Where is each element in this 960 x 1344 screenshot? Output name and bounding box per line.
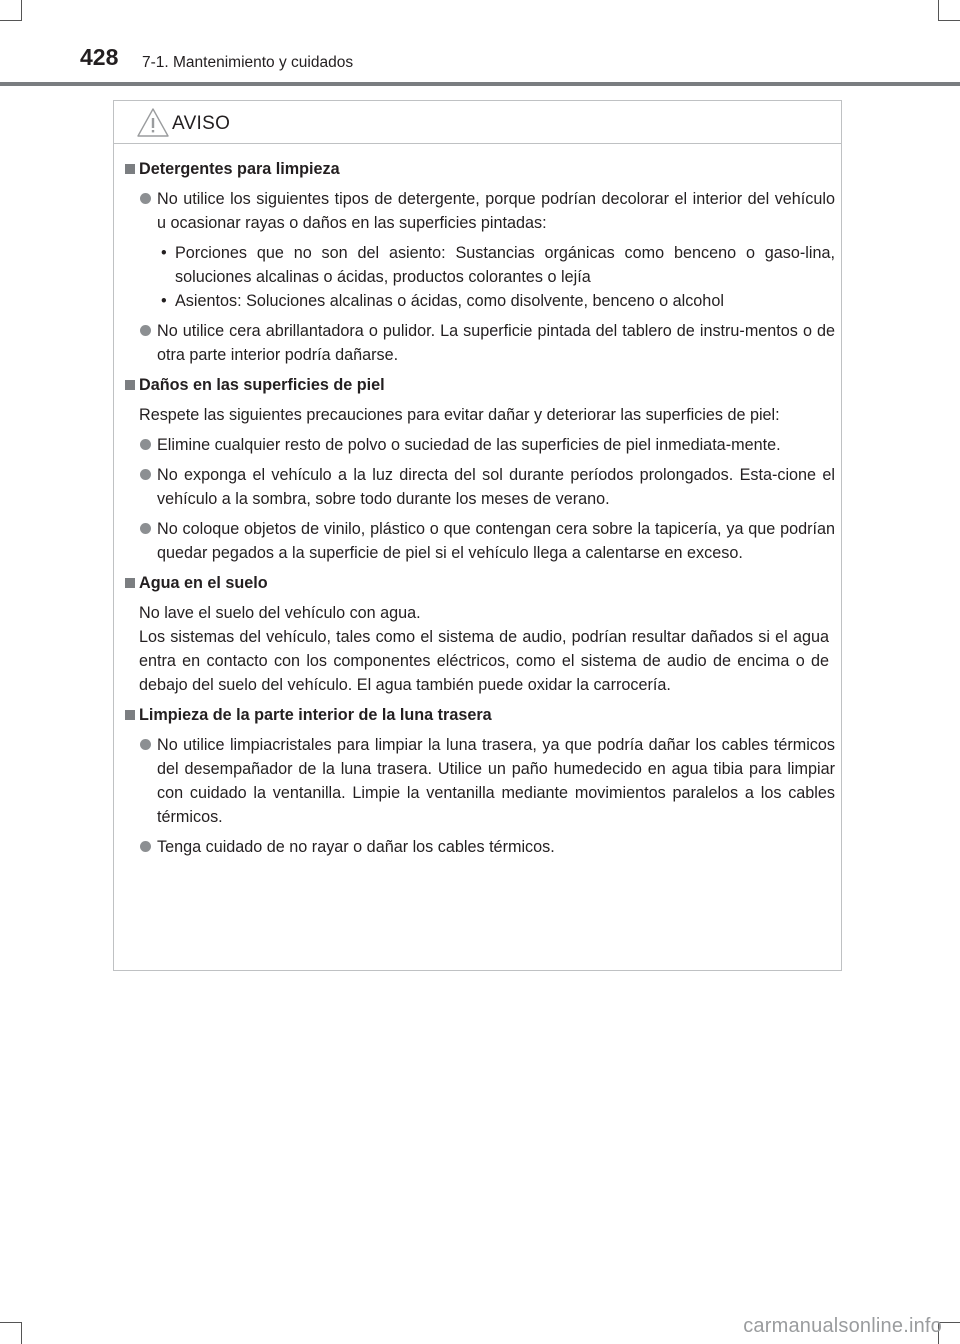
list-item: Elimine cualquier resto de polvo o suciedad de las superficies de piel inmediata-mente. [114,433,843,457]
list-item: No utilice cera abrillantadora o pulidor. La superficie pintada del tablero de instru-mentos o de otra parte interior podría dañarse. [114,319,843,367]
circle-bullet-icon [140,523,151,534]
watermark[interactable]: carmanualsonline.info [743,1315,942,1337]
heading-leather: Daños en las superficies de piel [114,373,843,397]
paragraph: Respete las siguientes precauciones para evitar dañar y deteriorar las superficies de piel: [139,406,780,424]
crop-mark [21,1322,22,1344]
circle-bullet-icon [140,469,151,480]
circle-bullet-icon [140,193,151,204]
square-bullet-icon [125,710,135,720]
crop-mark [0,20,22,21]
section-title: 7-1. Mantenimiento y cuidados [142,54,354,71]
circle-bullet-icon [140,439,151,450]
crop-mark [938,20,960,21]
list-item: No exponga el vehículo a la luz directa del sol durante períodos prolongados. Esta-cione el vehículo a la sombra, sobre todo durante los meses de verano. [114,463,843,511]
list-item: No utilice los siguientes tipos de detergente, porque podrían decolorar el interior del vehículo u ocasionar rayas o daños en las superficies pintadas: [114,187,843,235]
list-item: No utilice limpiacristales para limpiar la luna trasera, ya que podría dañar los cables térmicos del desempañador de la luna trasera. Utilice un paño humedecido en agua tibia para limpiar con cuidado la ventanilla. Limpie la ventanilla mediante movimientos paralelos a los cables térmicos. [114,733,843,829]
heading-rear-window: Limpieza de la parte interior de la luna trasera [114,703,843,727]
dot-bullet-icon: • [161,292,167,310]
warning-box-header [114,101,841,144]
heading-detergents: Detergentes para limpieza [114,157,843,181]
warning-content [114,157,843,865]
warning-triangle-icon [136,107,170,138]
circle-bullet-icon [140,841,151,852]
warning-label: AVISO [172,113,231,134]
circle-bullet-icon [140,739,151,750]
crop-mark [21,0,22,20]
crop-mark [0,1322,22,1323]
crop-mark [938,0,939,20]
sub-list-item: • Asientos: Soluciones alcalinas o ácidas, como disolvente, benceno o alcohol [114,289,843,313]
paragraph: No lave el suelo del vehículo con agua. [139,604,421,622]
square-bullet-icon [125,164,135,174]
list-item: Tenga cuidado de no rayar o dañar los cables térmicos. [114,835,843,859]
header-rule [0,82,960,86]
warning-box [113,100,842,971]
paragraph: Los sistemas del vehículo, tales como el sistema de audio, podrían resultar dañados si el agua entra en contacto con los componentes eléctricos, como el sistema de audio de encima o de debajo del suelo del vehículo. El agua también puede oxidar la carrocería. [139,628,829,694]
square-bullet-icon [125,380,135,390]
heading-floor-water: Agua en el suelo [114,571,843,595]
list-item: No coloque objetos de vinilo, plástico o que contengan cera sobre la tapicería, ya que podrían quedar pegados a la superficie de piel si el vehículo llega a calentarse en exceso. [114,517,843,565]
page-number: 428 [80,44,119,70]
sub-list-item: • Porciones que no son del asiento: Sustancias orgánicas como benceno o gaso-lina, soluciones alcalinas o ácidas, productos colorantes o lejía [114,241,843,289]
circle-bullet-icon [140,325,151,336]
square-bullet-icon [125,578,135,588]
dot-bullet-icon: • [161,244,167,262]
